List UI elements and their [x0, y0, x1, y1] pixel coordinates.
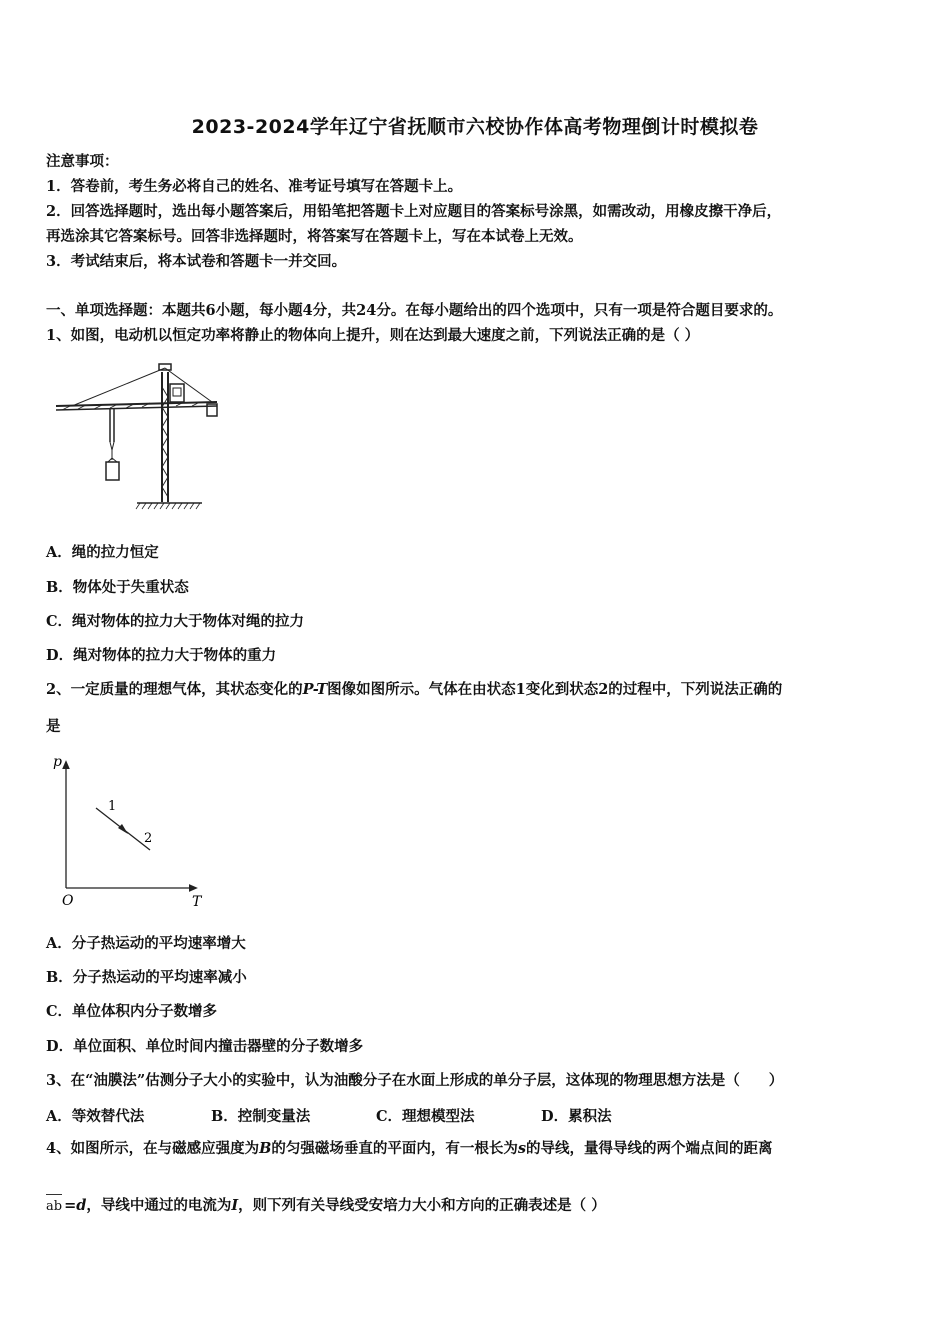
page-title: 2023-2024学年辽宁省抚顺市六校协作体高考物理倒计时模拟卷: [191, 116, 759, 138]
q3-option-c: C．理想模型法: [376, 1108, 475, 1125]
q4-stem-part: 的匀强磁场垂直的平面内，有一根长为: [271, 1140, 518, 1157]
ab-segment-symbol: ab: [46, 1194, 62, 1217]
q2-stem-part: 图像如图所示。气体在由状态1变化到状态2的过程中，下列说法正确的: [327, 681, 783, 698]
q4-stem-part: ，导线中通过的电流为: [86, 1197, 232, 1214]
q4-i-variable: I: [231, 1197, 239, 1214]
notice-item: 3．考试结束后，将本试卷和答题卡一并交回。: [46, 253, 347, 270]
q2-stem-continued: 是: [46, 718, 61, 735]
q1-stem: 1、如图，电动机以恒定功率将静止的物体向上提升，则在达到最大速度之前，下列说法正确的是（ ）: [46, 327, 700, 344]
p-axis-label: p: [53, 754, 62, 770]
q1-option-c: C．绳对物体的拉力大于物体对绳的拉力: [46, 613, 305, 630]
q3-stem: 3、在“油膜法”估测分子大小的实验中，认为油酸分子在水面上形成的单分子层，这体现的物理思想方法是（ ）: [46, 1072, 784, 1089]
notice-item: 2．回答选择题时，选出每小题答案后，用铅笔把答题卡上对应题目的答案标号涂黑，如需改动，用橡皮擦干净后，: [46, 203, 782, 220]
q3-option-a: A．等效替代法: [46, 1108, 145, 1125]
q4-stem-line2: [46, 1194, 606, 1217]
q4-stem-part: ，则下列有关导线受安培力大小和方向的正确表述是（ ）: [238, 1197, 606, 1214]
q4-d-variable: d: [76, 1197, 87, 1214]
q4-stem-part: 的导线，量得导线的两个端点间的距离: [526, 1140, 773, 1157]
q4-equals: =: [64, 1197, 77, 1214]
q4-b-variable: B: [259, 1140, 272, 1157]
notice-item: 1．答卷前，考生务必将自己的姓名、准考证号填写在答题卡上。: [46, 178, 463, 195]
q2-stem: [46, 680, 782, 700]
q2-pt-variable: P-T: [302, 681, 328, 698]
q3-options: [46, 1105, 612, 1126]
q4-stem: [46, 1139, 773, 1159]
state-2-label: 2: [144, 831, 153, 846]
notice-item: 再选涂其它答案标号。回答非选择题时，将答案写在答题卡上，写在本试卷上无效。: [46, 228, 583, 245]
q1-option-a: A．绳的拉力恒定: [46, 544, 159, 561]
q2-option-b: B．分子热运动的平均速率减小: [46, 969, 247, 986]
q3-option-b: B．控制变量法: [211, 1108, 311, 1125]
notice-heading: 注意事项：: [46, 153, 119, 170]
crane-figure: [52, 362, 222, 512]
q4-s-variable: s: [517, 1140, 527, 1157]
state-1-label: 1: [108, 799, 117, 814]
q1-option-b: B．物体处于失重状态: [46, 579, 189, 596]
pt-graph-figure: [46, 752, 216, 912]
q2-option-c: C．单位体积内分子数增多: [46, 1003, 218, 1020]
origin-label: O: [62, 893, 74, 909]
q4-stem-part: 4、如图所示，在与磁感应强度为: [46, 1140, 260, 1157]
q2-stem-part: 2、一定质量的理想气体，其状态变化的: [46, 681, 303, 698]
q2-option-d: D．单位面积、单位时间内撞击器壁的分子数增多: [46, 1038, 364, 1055]
t-axis-label: T: [192, 894, 202, 910]
q2-option-a: A．分子热运动的平均速率增大: [46, 935, 246, 952]
q1-option-d: D．绳对物体的拉力大于物体的重力: [46, 647, 277, 664]
q3-option-d: D．累积法: [541, 1108, 612, 1125]
section-heading: 一、单项选择题：本题共6小题，每小题4分，共24分。在每小题给出的四个选项中，只有一项是符合题目要求的。: [46, 302, 783, 319]
